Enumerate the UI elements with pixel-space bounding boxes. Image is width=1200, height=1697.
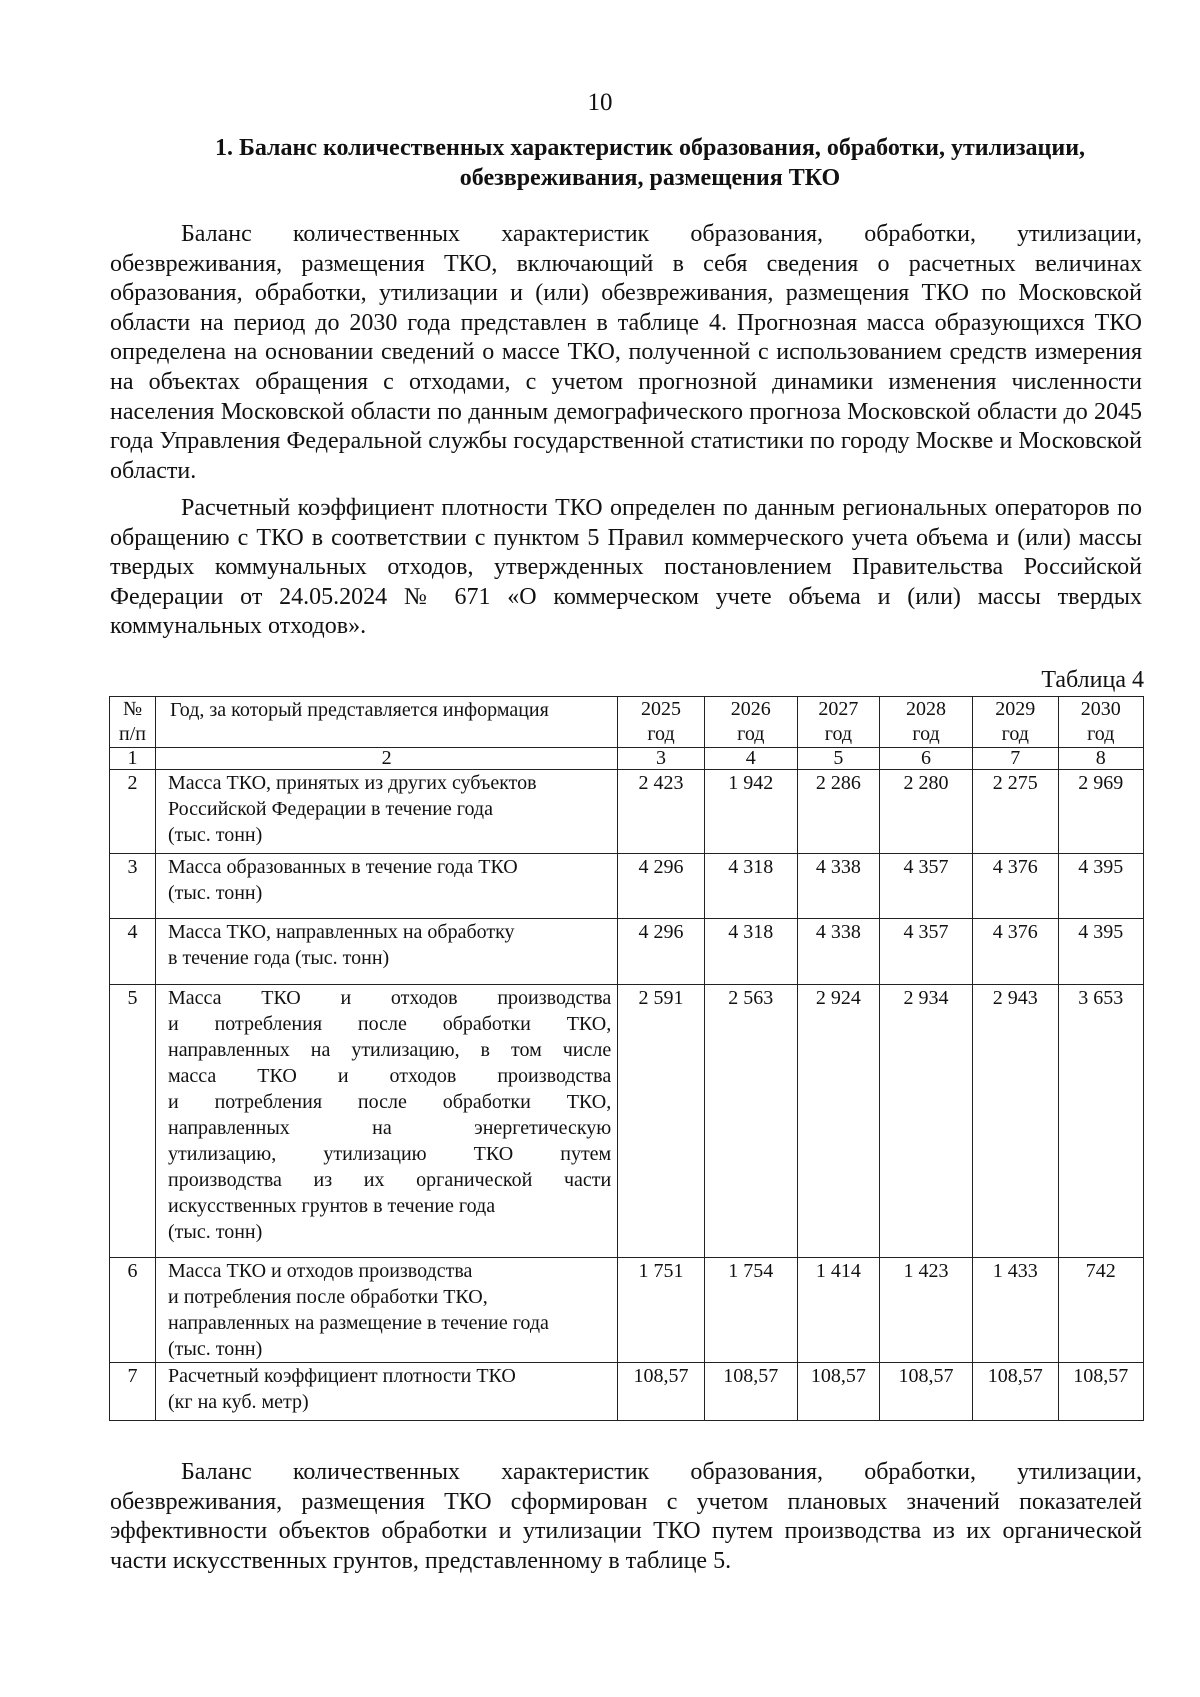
cell-value: 2 969 — [1058, 770, 1144, 854]
header-number-abbr: п/п — [119, 723, 146, 745]
cell-value: 108,57 — [797, 1363, 879, 1421]
column-index: 7 — [973, 748, 1058, 770]
label-line: направленных на утилизацию, в том числе — [168, 1039, 612, 1061]
header-number — [110, 697, 156, 748]
column-index: 6 — [879, 748, 972, 770]
column-index: 4 — [704, 748, 797, 770]
cell-value: 1 751 — [618, 1258, 705, 1363]
cell-value: 108,57 — [973, 1363, 1058, 1421]
label-line: Российской Федерации в течение года — [168, 798, 493, 820]
density-paragraph — [110, 494, 1142, 642]
cell-value: 4 296 — [618, 854, 705, 919]
section-title — [140, 133, 1160, 193]
paragraph-1: Баланс количественных характеристик образования, обработки, утилизации, обезвреживания, размещения ТКО, включающий в себя сведения о расчетных величинах образования, обработки, утилизации и (или) обезвреживания, размещения ТКО по Московской области на период до 2030 года представлен в таблице 4. Прогнозная масса образующихся ТКО определена на основании сведений о массе ТКО, полученной с использованием средств измерения на объектах обращения с отходами, с учетом прогнозной динамики изменения численности населения Московской области по данным демографического прогноза Московской области до 2045 года Управления Федеральной службы государственной статистики по городу Москве и Московской области. — [110, 221, 1142, 484]
cell-value: 4 338 — [797, 919, 879, 985]
label-line: и потребления после обработки ТКО, — [168, 1091, 612, 1113]
column-index: 3 — [618, 748, 705, 770]
row-number: 2 — [110, 770, 156, 854]
cell-value: 2 934 — [879, 985, 972, 1258]
row-number: 7 — [110, 1363, 156, 1421]
row-number: 4 — [110, 919, 156, 985]
cell-value: 2 924 — [797, 985, 879, 1258]
label-line: Масса ТКО и отходов производства — [168, 1260, 473, 1282]
label-line: искусственных грунтов в течение года — [168, 1195, 496, 1217]
section-title-line-1: 1. Баланс количественных характеристик образования, обработки, утилизации, — [214, 135, 1086, 161]
cell-value: 2 286 — [797, 770, 879, 854]
header-year — [797, 697, 879, 748]
table-row — [110, 985, 1144, 1258]
column-index: 1 — [110, 748, 156, 770]
label-line: Масса ТКО и отходов производства — [168, 987, 612, 1009]
year-unit: год — [1087, 723, 1115, 745]
table-header-row — [110, 697, 1144, 748]
section-title-line-2: обезвреживания, размещения ТКО — [459, 165, 841, 191]
label-line: утилизацию, утилизацию ТКО путем — [168, 1143, 612, 1165]
row-number: 5 — [110, 985, 156, 1258]
cell-value: 2 563 — [704, 985, 797, 1258]
year-unit: год — [647, 723, 675, 745]
row-label — [156, 1258, 618, 1363]
cell-value: 1 423 — [879, 1258, 972, 1363]
cell-value: 4 395 — [1058, 919, 1144, 985]
year-value: 2029 — [995, 698, 1036, 720]
year-value: 2030 — [1080, 698, 1121, 720]
table-row — [110, 1258, 1144, 1363]
column-index: 5 — [797, 748, 879, 770]
cell-value: 4 318 — [704, 854, 797, 919]
column-index: 8 — [1058, 748, 1144, 770]
label-line: производства из их органической части — [168, 1169, 612, 1191]
year-unit: год — [824, 723, 853, 745]
header-label: Год, за который представляется информация — [156, 697, 618, 748]
year-unit: год — [912, 723, 940, 745]
cell-value: 1 942 — [704, 770, 797, 854]
label-line: и потребления после обработки ТКО, — [168, 1013, 612, 1035]
header-year — [704, 697, 797, 748]
row-label — [156, 985, 618, 1258]
cell-value: 4 318 — [704, 919, 797, 985]
cell-value: 1 433 — [973, 1258, 1058, 1363]
cell-value: 2 591 — [618, 985, 705, 1258]
label-line: Масса образованных в течение года ТКО — [168, 856, 518, 878]
cell-value: 108,57 — [879, 1363, 972, 1421]
closing-paragraph — [110, 1458, 1142, 1576]
year-value: 2028 — [906, 698, 947, 720]
label-line: (кг на куб. метр) — [168, 1391, 309, 1413]
label-line: Расчетный коэффициент плотности ТКО — [168, 1365, 516, 1387]
column-index-row — [110, 748, 1144, 770]
balance-table — [109, 696, 1144, 1421]
cell-value: 2 423 — [618, 770, 705, 854]
row-label — [156, 919, 618, 985]
table-row — [110, 1363, 1144, 1421]
table-caption: Таблица 4 — [1041, 667, 1144, 693]
cell-value: 108,57 — [618, 1363, 705, 1421]
label-line: Масса ТКО, направленных на обработку — [168, 921, 515, 943]
page-number: 10 — [587, 89, 613, 116]
paragraph-2: Расчетный коэффициент плотности ТКО определен по данным региональных операторов по обращению с ТКО в соответствии с пунктом 5 Правил коммерческого учета объема и (или) массы твердых коммунальных отходов, утвержденных постановлением Правительства Российской Федерации от 24.05.2024 № 671 «О коммерческом учете объема и (или) массы твердых коммунальных отходов». — [110, 495, 1142, 640]
cell-value: 4 357 — [879, 919, 972, 985]
cell-value: 742 — [1058, 1258, 1144, 1363]
cell-value: 4 376 — [973, 919, 1058, 985]
cell-value: 1 414 — [797, 1258, 879, 1363]
label-line: в течение года (тыс. тонн) — [168, 947, 390, 969]
label-line: (тыс. тонн) — [168, 824, 263, 846]
cell-value: 4 338 — [797, 854, 879, 919]
row-label — [156, 854, 618, 919]
table-row — [110, 919, 1144, 985]
cell-value: 2 275 — [973, 770, 1058, 854]
header-year — [1058, 697, 1144, 748]
row-label — [156, 1363, 618, 1421]
year-value: 2026 — [730, 698, 771, 720]
cell-value: 108,57 — [1058, 1363, 1144, 1421]
year-unit: год — [1001, 723, 1029, 745]
cell-value: 3 653 — [1058, 985, 1144, 1258]
cell-value: 1 754 — [704, 1258, 797, 1363]
cell-value: 2 943 — [973, 985, 1058, 1258]
year-value: 2027 — [818, 698, 859, 720]
cell-value: 4 357 — [879, 854, 972, 919]
cell-value: 108,57 — [704, 1363, 797, 1421]
label-line: (тыс. тонн) — [168, 1221, 263, 1243]
label-line: Масса ТКО, принятых из других субъектов — [168, 772, 537, 794]
cell-value: 4 376 — [973, 854, 1058, 919]
paragraph-3: Баланс количественных характеристик образования, обработки, утилизации, обезвреживания, размещения ТКО сформирован с учетом плановых значений показателей эффективности объектов обработки и утилизации ТКО путем производства из их органической части искусственных грунтов, представленному в таблице 5. — [110, 1459, 1142, 1574]
label-line: (тыс. тонн) — [168, 882, 263, 904]
row-label — [156, 770, 618, 854]
cell-value: 4 296 — [618, 919, 705, 985]
row-number: 6 — [110, 1258, 156, 1363]
label-line: (тыс. тонн) — [168, 1338, 263, 1360]
label-line: масса ТКО и отходов производства — [168, 1065, 612, 1087]
header-year — [618, 697, 705, 748]
cell-value: 2 280 — [879, 770, 972, 854]
intro-paragraph — [110, 220, 1142, 486]
cell-value: 4 395 — [1058, 854, 1144, 919]
label-line: направленных на размещение в течение года — [168, 1312, 549, 1334]
year-unit: год — [737, 723, 765, 745]
label-line: и потребления после обработки ТКО, — [168, 1286, 488, 1308]
column-index: 2 — [156, 748, 618, 770]
table-row — [110, 770, 1144, 854]
label-line: направленных на энергетическую — [168, 1117, 612, 1139]
year-value: 2025 — [640, 698, 681, 720]
header-year — [879, 697, 972, 748]
header-year — [973, 697, 1058, 748]
row-number: 3 — [110, 854, 156, 919]
table-row — [110, 854, 1144, 919]
header-number-symbol: № — [122, 698, 143, 720]
